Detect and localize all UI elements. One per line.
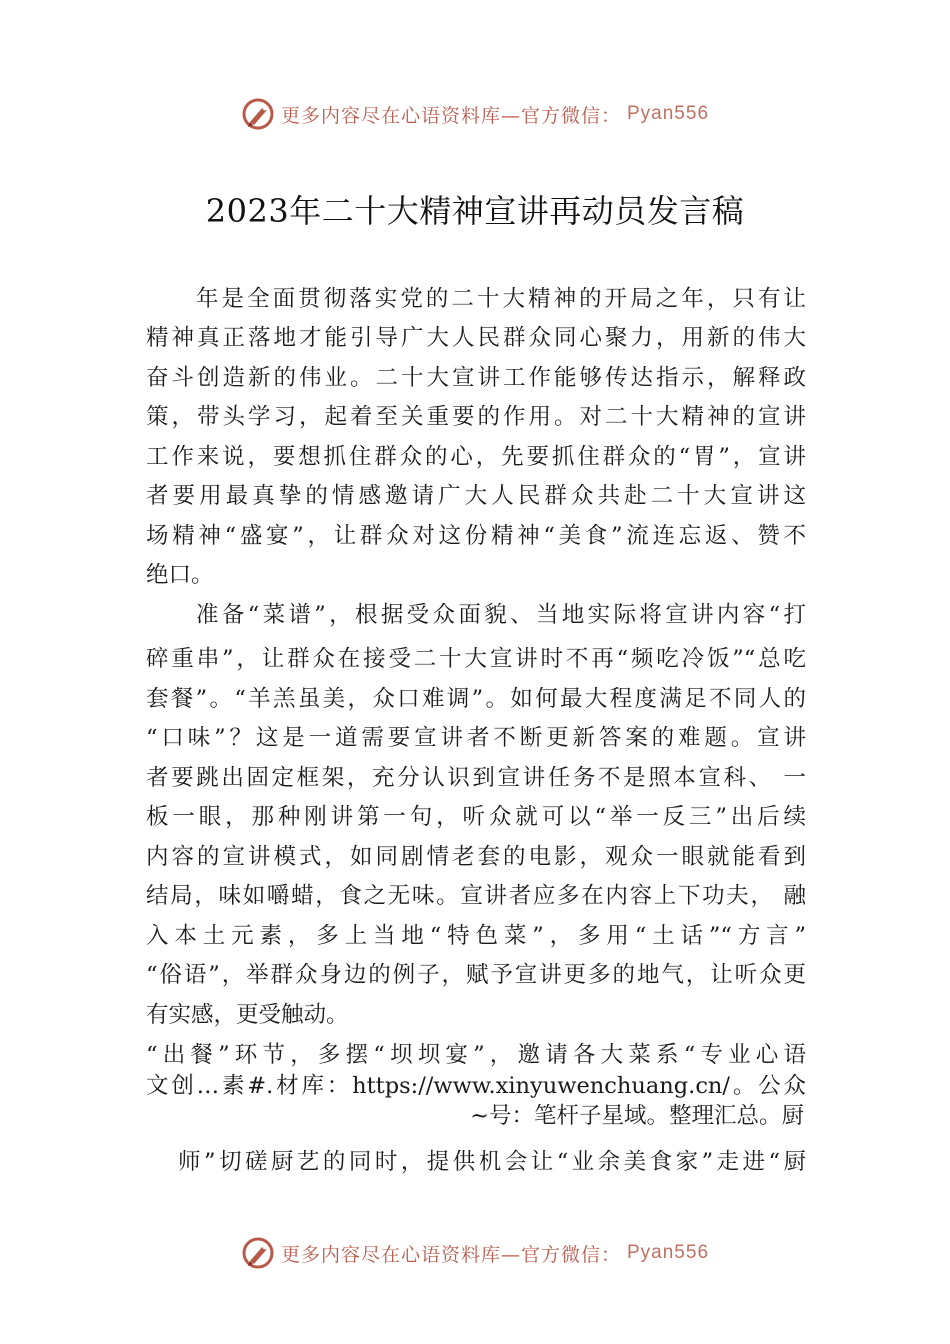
body-line: “俗语”，举群众身边的例子，赋予宣讲更多的地气，让听众更 bbox=[146, 962, 806, 988]
body-line: 精神真正落地才能引导广大人民群众同心聚力，用新的伟大 bbox=[146, 325, 806, 351]
page-title: 2023年二十大精神宣讲再动员发言稿 bbox=[205, 192, 745, 230]
body-line: 内容的宣讲模式，如同剧情老套的电影，观众一眼就能看到 bbox=[146, 844, 806, 870]
body-line: 场精神“盛宴”，让群众对这份精神“美食”流连忘返、赞不 bbox=[146, 523, 806, 549]
footer-banner bbox=[0, 1233, 950, 1273]
banner-wechat-id: Pyan556 bbox=[627, 1242, 710, 1263]
body-line: 文创…素#.材库：https://www.xinyuwenchuang.cn/。公众 bbox=[146, 1073, 806, 1099]
header-banner bbox=[0, 94, 950, 134]
body-line: 者要用最真挚的情感邀请广大人民群众共赴二十大宣讲这 bbox=[146, 483, 806, 509]
body-line: 工作来说，要想抓住群众的心，先要抓住群众的“胃”，宣讲 bbox=[146, 444, 806, 470]
body-line: 年是全面贯彻落实党的二十大精神的开局之年，只有让 bbox=[196, 286, 806, 312]
body-line: “口味”？这是一道需要宣讲者不断更新答案的难题。宣讲 bbox=[146, 725, 806, 751]
body-line: 绝口。 bbox=[146, 562, 214, 588]
body-line: “出餐”环节，多摆“坝坝宴”，邀请各大菜系“专业心语 bbox=[146, 1042, 806, 1068]
pen-logo-icon bbox=[241, 97, 275, 131]
body-line: 奋斗创造新的伟业。二十大宣讲工作能够传达指示，解释政 bbox=[146, 365, 806, 391]
body-line: 套餐”。“羊羔虽美，众口难调”。如何最大程度满足不同人的 bbox=[146, 686, 806, 712]
body-line: 有实感，更受触动。 bbox=[146, 1002, 349, 1028]
banner-text: 更多内容尽在心语资料库—官方微信： bbox=[280, 1243, 621, 1266]
body-line: 入本土元素，多上当地“特色菜”，多用“土话”“方言” bbox=[146, 923, 806, 949]
banner-text: 更多内容尽在心语资料库—官方微信： bbox=[280, 104, 621, 127]
body-line: 碎重串”，让群众在接受二十大宣讲时不再“频吃冷饭”“总吃 bbox=[146, 646, 806, 672]
body-line: 者要跳出固定框架，充分认识到宣讲任务不是照本宣科、 一 bbox=[146, 765, 806, 791]
banner-wechat-id: Pyan556 bbox=[627, 103, 710, 124]
body-line: 策，带头学习，起着至关重要的作用。对二十大精神的宣讲 bbox=[146, 404, 806, 430]
body-line: 准备“菜谱”，根据受众面貌、当地实际将宣讲内容“打 bbox=[196, 602, 806, 628]
body-line: 板一眼，那种刚讲第一句，听众就可以“举一反三”出后续 bbox=[146, 804, 806, 830]
pen-logo-icon bbox=[241, 1236, 275, 1270]
body-line: 师”切磋厨艺的同时，提供机会让“业余美食家”走进“厨 bbox=[178, 1149, 806, 1175]
body-line: 结局，味如嚼蜡，食之无味。宣讲者应多在内容上下功夫， 融 bbox=[146, 883, 806, 909]
body-line: ~号：笔杆子星域。整理汇总。厨 bbox=[470, 1103, 804, 1129]
